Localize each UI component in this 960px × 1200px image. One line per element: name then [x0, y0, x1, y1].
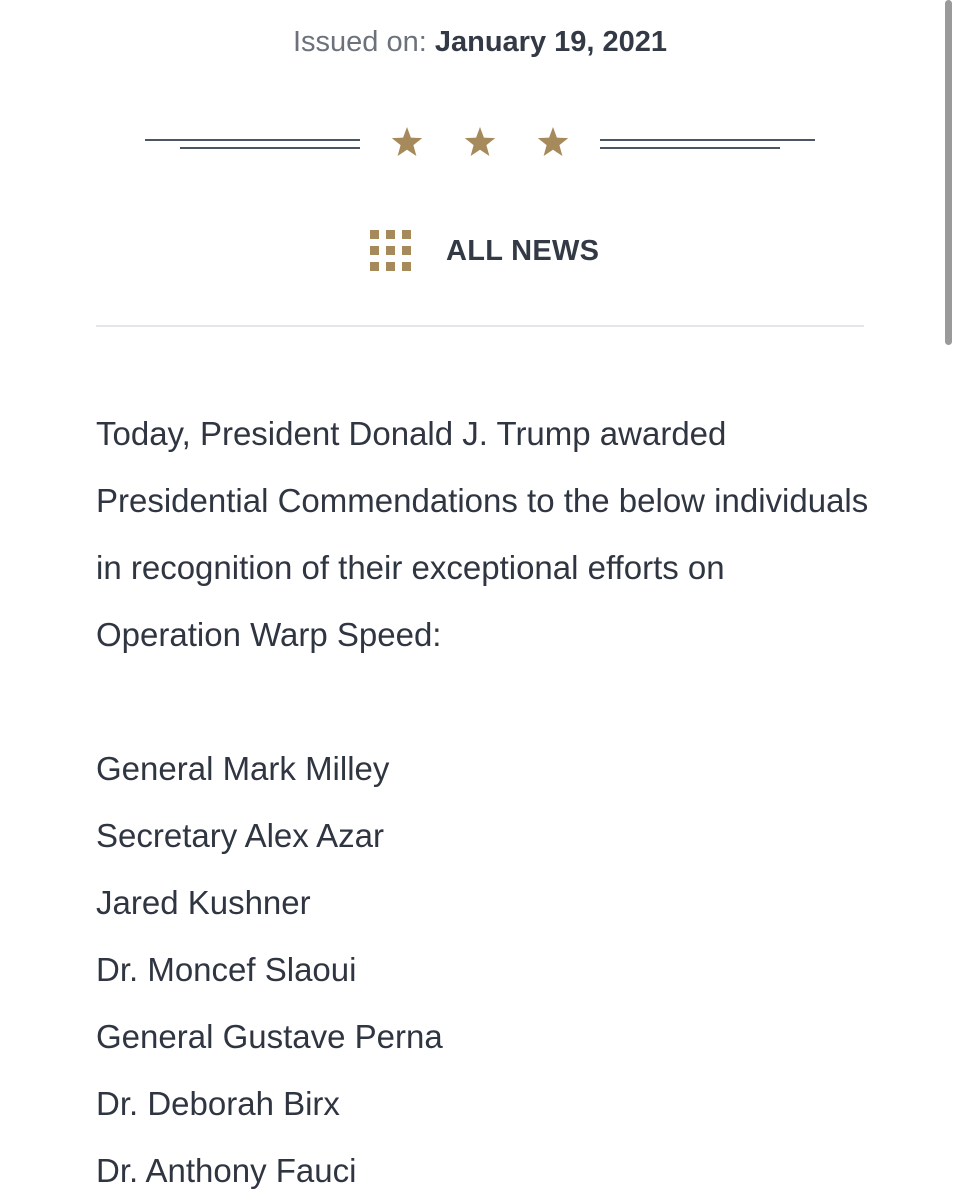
all-news-label: ALL NEWS [446, 234, 600, 267]
star-icon [538, 127, 568, 156]
issued-on-line [0, 22, 960, 62]
list-item: Jared Kushner [96, 884, 311, 921]
page-scrollbar[interactable] [940, 0, 960, 1200]
list-item: Dr. Deborah Birx [96, 1085, 340, 1122]
list-item: General Mark Milley [96, 750, 390, 787]
intro-paragraph: Today, President Donald J. Trump awarded Presidential Commendations to the below individuals in recognition of their exceptional efforts on Operation Warp Speed: [96, 415, 869, 653]
list-item: Dr. Anthony Fauci [96, 1152, 357, 1189]
star-icon [465, 127, 495, 156]
section-divider [96, 325, 864, 327]
divider-left-lines [145, 140, 360, 148]
grid-icon [368, 228, 414, 274]
scrollbar-thumb[interactable] [945, 0, 952, 345]
list-item: General Gustave Perna [96, 1018, 443, 1055]
issued-label: Issued on: [292, 26, 427, 58]
article-body [96, 400, 876, 1200]
divider-right-lines [600, 140, 815, 148]
issued-date: January 19, 2021 [434, 26, 668, 58]
star-icon [392, 127, 422, 156]
star-divider [145, 120, 815, 166]
all-news-link[interactable] [368, 228, 599, 274]
list-item: Dr. Moncef Slaoui [96, 951, 357, 988]
list-item: Secretary Alex Azar [96, 817, 384, 854]
recipient-list [96, 735, 876, 1200]
